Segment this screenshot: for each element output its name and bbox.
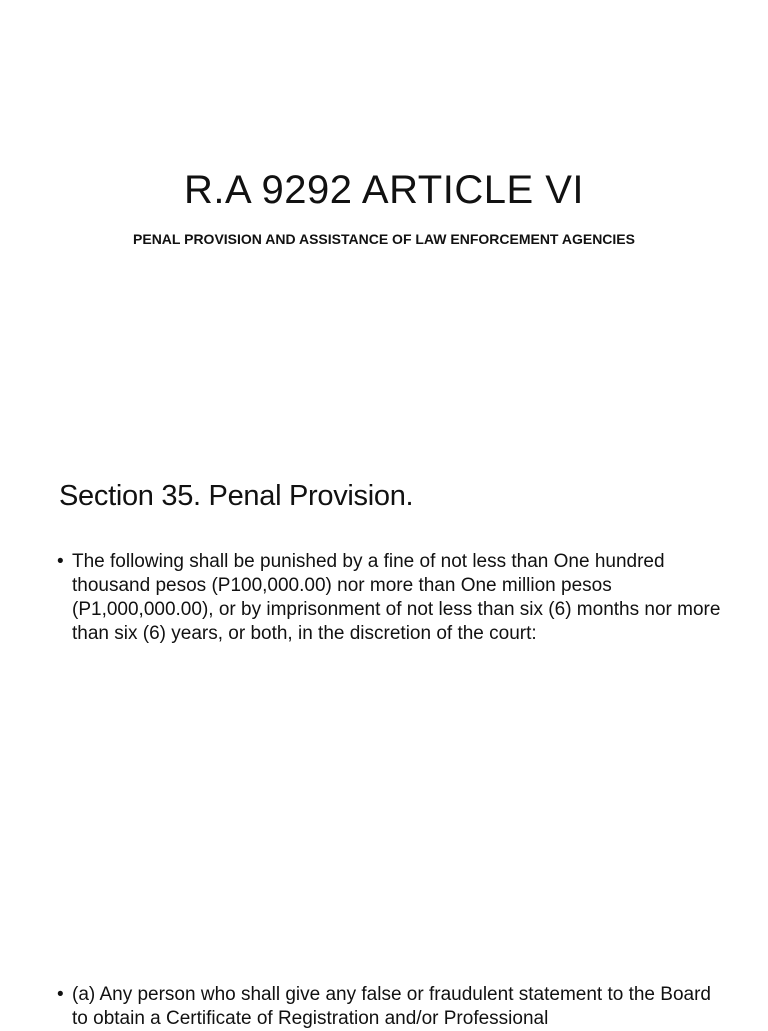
content-slide xyxy=(0,432,768,1029)
bullet-item: • (a) Any person who shall give any false or fraudulent statement to the Board to obtain a Certificate of Registration and/or Professional xyxy=(57,983,722,1031)
page-subtitle: PENAL PROVISION AND ASSISTANCE OF LAW ENFORCEMENT AGENCIES xyxy=(133,231,635,247)
title-slide xyxy=(0,0,768,432)
bullet-item: • The following shall be punished by a fine of not less than One hundred thousand pesos (P100,000.00) nor more than One million pesos (P1,000,000.00), or by imprisonment of not less than six (6) months nor more than six (6) years, or both, in the discretion of the court: xyxy=(57,550,722,646)
section-heading: Section 35. Penal Provision. xyxy=(59,480,414,512)
page-title: R.A 9292 ARTICLE VI xyxy=(183,168,585,212)
